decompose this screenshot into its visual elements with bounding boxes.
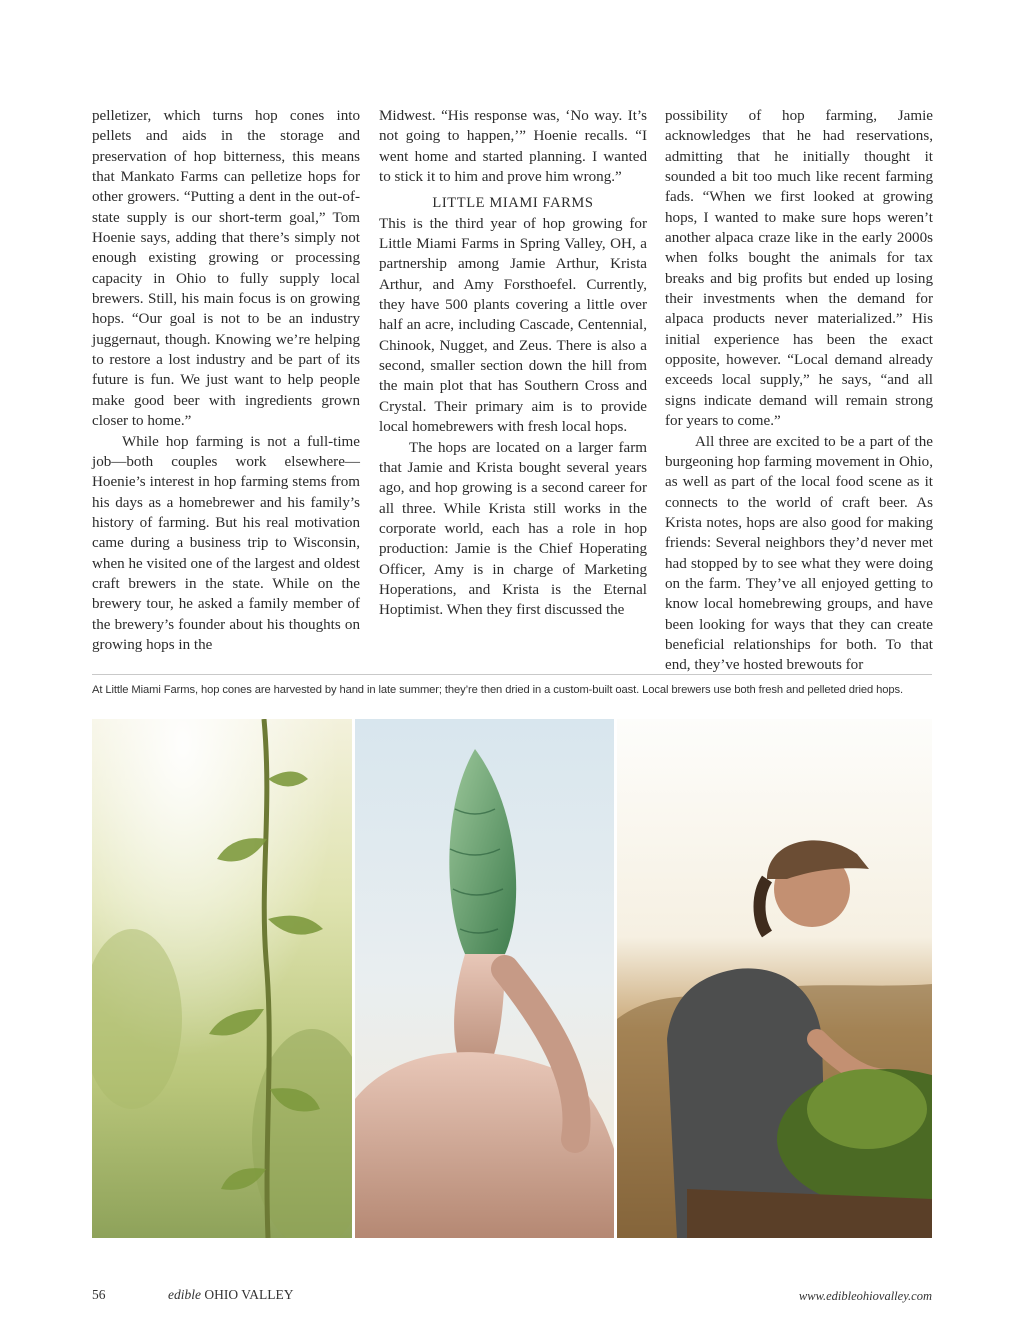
paragraph: possibility of hop farming, Jamie acknowledges that he had reservations, admitting that he initially thought it sounded a bit too much like recent farming fads. “When we first looked at growing hops, I wanted to make sure hops weren’t another alpaca craze like in the early 2000s when folks bought the animals for tax breaks and big profits but ended up losing their investments when the demand for alpaca products never materialized.” His initial experience has been the exact opposite, however. “Local demand already exceeds local supply,” he says, “and all signs indicate demand will remain strong for years to come.”	[665, 108, 933, 430]
article-column-1	[92, 106, 360, 655]
page-number: 56	[92, 1287, 106, 1302]
paragraph: pelletizer, which turns hop cones into pellets and aids in the storage and preservation of hop bitterness, this means that Mankato Farms can pelletize hops for other growers. “Putting a dent in the out-of-state supply is our short-term goal,” Tom Hoenie says, adding that there’s simply not enough existing growing or processing capacity in Ohio to fully supply local brewers. Still, his main focus is on growing hops. “Our goal is not to be an industry juggernaut, though. Knowing we’re helping to restore a lost industry and be part of its future is fun. We just want to help people make good beer with ingredients grown closer to home.”	[92, 108, 360, 430]
paragraph: This is the third year of hop growing for Little Miami Farms in Spring Valley, OH, a partnership among Jamie Arthur, Krista Arthur, and Amy Forsthoefel. Currently, they have 500 plants covering a little over half an acre, including Cascade, Centennial, Chinook, Nugget, and Zeus. There is also a second, smaller section down the hill from the main plot that has Southern Cross and Crystal. Their primary aim is to provide local homebrewers with fresh local hops.	[379, 215, 647, 436]
article-column-3	[665, 106, 933, 676]
magazine-name	[168, 1287, 294, 1303]
farmer-harvest-photo	[617, 719, 932, 1238]
hop-cone-photo	[355, 719, 614, 1238]
magazine-name-rest: OHIO VALLEY	[201, 1287, 294, 1302]
paragraph: All three are excited to be a part of the burgeoning hop farming movement in Ohio, as well as part of the local food scene as it connects to the world of craft beer. As Krista notes, hops are also good for making friends: Several neighbors they’d never met had stopped by to see what they were doing on the farm. They’ve all enjoyed getting to know local homebrewing groups, and have been looking for ways that they can create beneficial relationships for both. To that end, they’ve hosted brewouts for	[665, 433, 933, 674]
article-column-2	[379, 106, 647, 621]
magazine-name-italic: edible	[168, 1287, 201, 1302]
website-url: www.edibleohiovalley.com	[798, 1289, 932, 1303]
hop-bine-photo	[92, 719, 352, 1238]
photo-caption: At Little Miami Farms, hop cones are harvested by hand in late summer; they’re then dried in a custom-built oast. Local brewers use both fresh and pelleted dried hops.	[92, 684, 903, 696]
section-heading: LITTLE MIAMI FARMS	[432, 195, 594, 212]
paragraph: The hops are located on a larger farm that Jamie and Krista bought several years ago, and hop growing is a second career for all three. While Krista still works in the corporate world, each has a role in hop production: Jamie is the Chief Hoperating Officer, Amy is in charge of Marketing Hoperations, and Krista is the Eternal Hoptimist. When they first discussed the	[379, 439, 647, 619]
divider	[92, 674, 932, 675]
paragraph: While hop farming is not a full-time job—both couples work elsewhere—Hoenie’s interest in hop farming stems from his days as a homebrewer and his family’s history of farming. But his real motivation came during a business trip to Wisconsin, when he visited one of the largest and oldest craft brewers in the state. While on the brewery tour, he asked a family member of the brewery’s founder about his thoughts on growing hops in the	[92, 433, 360, 653]
paragraph: Midwest. “His response was, ‘No way. It’s not going to happen,’” Hoenie recalls. “I went home and started planning. I wanted to stick it to him and prove him wrong.”	[379, 108, 647, 186]
